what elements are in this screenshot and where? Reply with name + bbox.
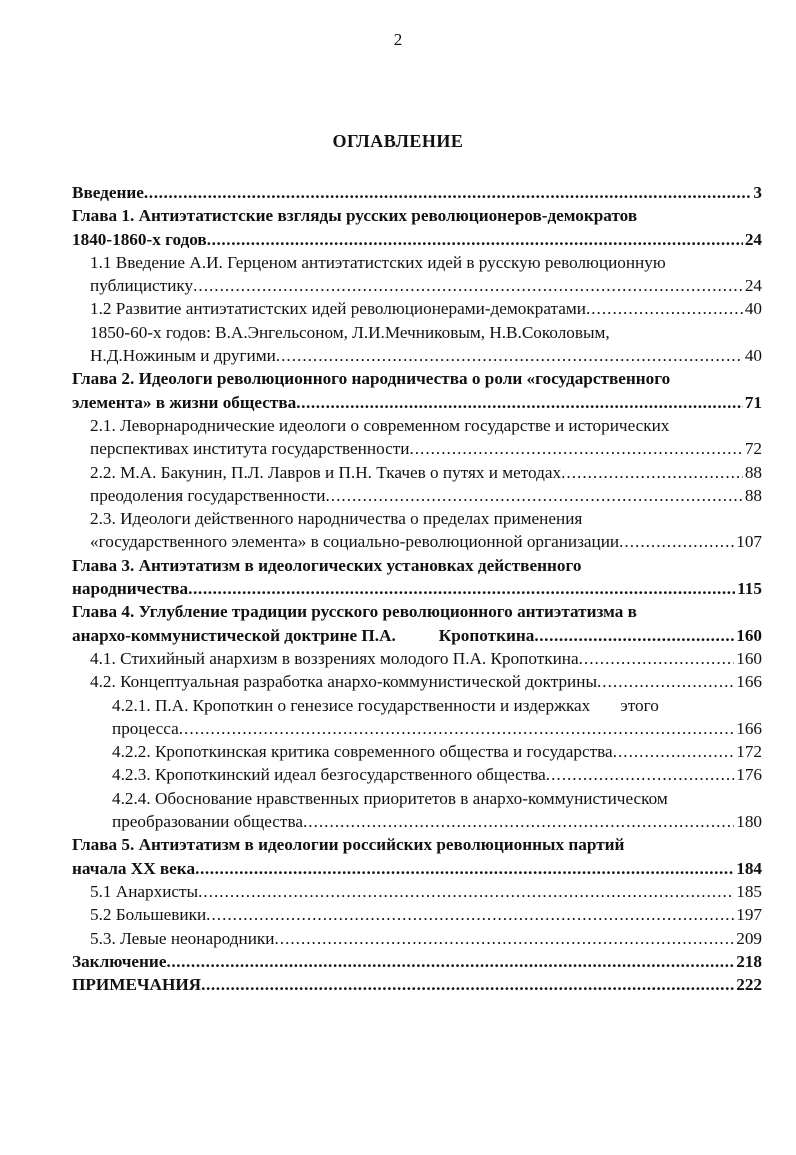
toc-entry-4-2[interactable] bbox=[72, 670, 762, 693]
entry-title-cont: публицистику bbox=[90, 276, 194, 296]
entry-title: 1.1 Введение А.И. Герценом антиэтатистских идей в русскую революционную bbox=[90, 252, 666, 272]
toc-entry-2-2[interactable] bbox=[72, 461, 762, 508]
toc-entry-1-2[interactable] bbox=[72, 297, 762, 367]
toc-entry-5-3[interactable] bbox=[72, 927, 762, 950]
entry-title-cont: «государственного элемента» в социально-революционной организации bbox=[90, 532, 620, 552]
entry-page: 166 bbox=[736, 718, 762, 738]
toc-entry-chapter-3[interactable] bbox=[72, 554, 762, 601]
entry-page: 88 bbox=[744, 462, 762, 482]
entry-page: 40 bbox=[744, 346, 762, 366]
entry-title: Глава 1. Антиэтатистские взгляды русских революционеров-демократов bbox=[72, 206, 638, 226]
toc-entry-1-1[interactable] bbox=[72, 251, 762, 298]
entry-title: 2.3. Идеологи действенного народничества о пределах применения bbox=[90, 509, 583, 529]
entry-page: 3 bbox=[753, 183, 762, 202]
toc-title: ОГЛАВЛЕНИЕ bbox=[332, 131, 464, 151]
entry-page: 222 bbox=[736, 975, 762, 995]
entry-page: 185 bbox=[736, 881, 762, 901]
entry-page: 184 bbox=[736, 858, 762, 878]
toc-entry-5-1[interactable] bbox=[72, 880, 762, 903]
entry-title-cont: процесса bbox=[112, 718, 179, 738]
entry-page: 40 bbox=[744, 299, 762, 319]
entry-title: 4.2.3. Кропоткинский идеал безгосударственного общества bbox=[112, 765, 546, 785]
page-number: 2 bbox=[393, 30, 403, 49]
entry-title: 5.3. Левые неонародники bbox=[90, 928, 275, 948]
entry-title-cont: 1840-1860-х годов bbox=[72, 229, 207, 249]
entry-page: 209 bbox=[736, 928, 762, 948]
toc-entry-5-2[interactable] bbox=[72, 903, 762, 926]
entry-page: 218 bbox=[736, 951, 762, 971]
entry-title: 1.2 Развитие антиэтатистских идей революционерами-демократами bbox=[90, 299, 586, 319]
entry-title-cont: перспективах института государственности bbox=[90, 439, 410, 459]
toc-entry-chapter-5[interactable] bbox=[72, 833, 762, 880]
entry-title: 4.2. Концептуальная разработка анархо-коммунистической доктрины bbox=[90, 672, 597, 692]
toc-entry-2-1[interactable] bbox=[72, 414, 762, 461]
entry-title: 2.2. М.А. Бакунин, П.Л. Лавров и П.Н. Ткачев о путях и методах bbox=[90, 462, 562, 482]
entry-title-cont: Н.Д.Ножиным и другими bbox=[90, 346, 276, 366]
entry-title: 4.2.1. П.А. Кропоткин о генезисе государственности и издержках этого bbox=[112, 695, 659, 715]
entry-page: 166 bbox=[736, 672, 762, 692]
entry-title-cont: 1850-60-х годов: В.А.Энгельсоном, Л.И.Мечниковым, Н.В.Соколовым, bbox=[90, 322, 610, 342]
entry-title: 4.2.2. Кропоткинская критика современного общества и государства bbox=[112, 742, 613, 762]
toc-entry-chapter-4[interactable] bbox=[72, 600, 762, 647]
entry-title: 5.1 Анархисты bbox=[90, 881, 199, 901]
entry-title-cont: начала XX века bbox=[72, 858, 196, 878]
entry-title-cont: элемента» в жизни общества bbox=[72, 392, 297, 412]
table-of-contents bbox=[72, 181, 762, 996]
entry-page: 88 bbox=[744, 485, 762, 505]
entry-title: 2.1. Леворнароднические идеологи о современном государстве и исторических bbox=[90, 415, 670, 435]
entry-page: 180 bbox=[736, 812, 762, 832]
entry-title: Заключение bbox=[72, 951, 167, 971]
entry-title-cont: анархо-коммунистической доктрине П.А. Кропоткина bbox=[72, 625, 535, 645]
toc-entry-chapter-2[interactable] bbox=[72, 367, 762, 414]
toc-entry-intro[interactable] bbox=[72, 181, 762, 204]
toc-entry-4-2-2[interactable] bbox=[72, 740, 762, 763]
toc-entry-chapter-1[interactable] bbox=[72, 204, 762, 251]
toc-entry-4-2-3[interactable] bbox=[72, 763, 762, 786]
entry-title: Глава 5. Антиэтатизм в идеологии российских революционных партий bbox=[72, 835, 625, 855]
entry-title: Введение bbox=[72, 183, 144, 202]
entry-page: 176 bbox=[736, 765, 762, 785]
entry-title-cont: преобразовании общества bbox=[112, 812, 303, 832]
entry-title: ПРИМЕЧАНИЯ bbox=[72, 975, 202, 995]
toc-entry-4-2-1[interactable] bbox=[72, 694, 762, 741]
entry-page: 197 bbox=[736, 905, 762, 925]
entry-title: 4.1. Стихийный анархизм в воззрениях молодого П.А. Кропоткина bbox=[90, 648, 579, 668]
entry-title: 5.2 Большевики bbox=[90, 905, 207, 925]
entry-page: 24 bbox=[744, 276, 762, 296]
entry-title: Глава 2. Идеологи революционного народничества о роли «государственного bbox=[72, 369, 671, 389]
toc-entry-conclusion[interactable] bbox=[72, 950, 762, 973]
entry-page: 72 bbox=[744, 439, 762, 459]
toc-entry-4-1[interactable] bbox=[72, 647, 762, 670]
entry-page: 115 bbox=[737, 579, 762, 599]
entry-title-cont: преодоления государственности bbox=[90, 485, 326, 505]
entry-title-cont: народничества bbox=[72, 579, 189, 599]
entry-page: 160 bbox=[736, 625, 762, 645]
entry-title: Глава 3. Антиэтатизм в идеологических установках действенного bbox=[72, 555, 582, 575]
toc-entry-notes[interactable] bbox=[72, 973, 762, 996]
entry-page: 24 bbox=[744, 229, 762, 249]
toc-entry-4-2-4[interactable] bbox=[72, 787, 762, 834]
entry-page: 160 bbox=[736, 648, 762, 668]
entry-title: Глава 4. Углубление традиции русского революционного антиэтатизма в bbox=[72, 602, 637, 622]
toc-entry-2-3[interactable] bbox=[72, 507, 762, 554]
entry-page: 107 bbox=[736, 532, 762, 552]
entry-page: 172 bbox=[736, 742, 762, 762]
entry-page: 71 bbox=[744, 392, 762, 412]
entry-title: 4.2.4. Обоснование нравственных приоритетов в анархо-коммунистическом bbox=[112, 788, 668, 808]
